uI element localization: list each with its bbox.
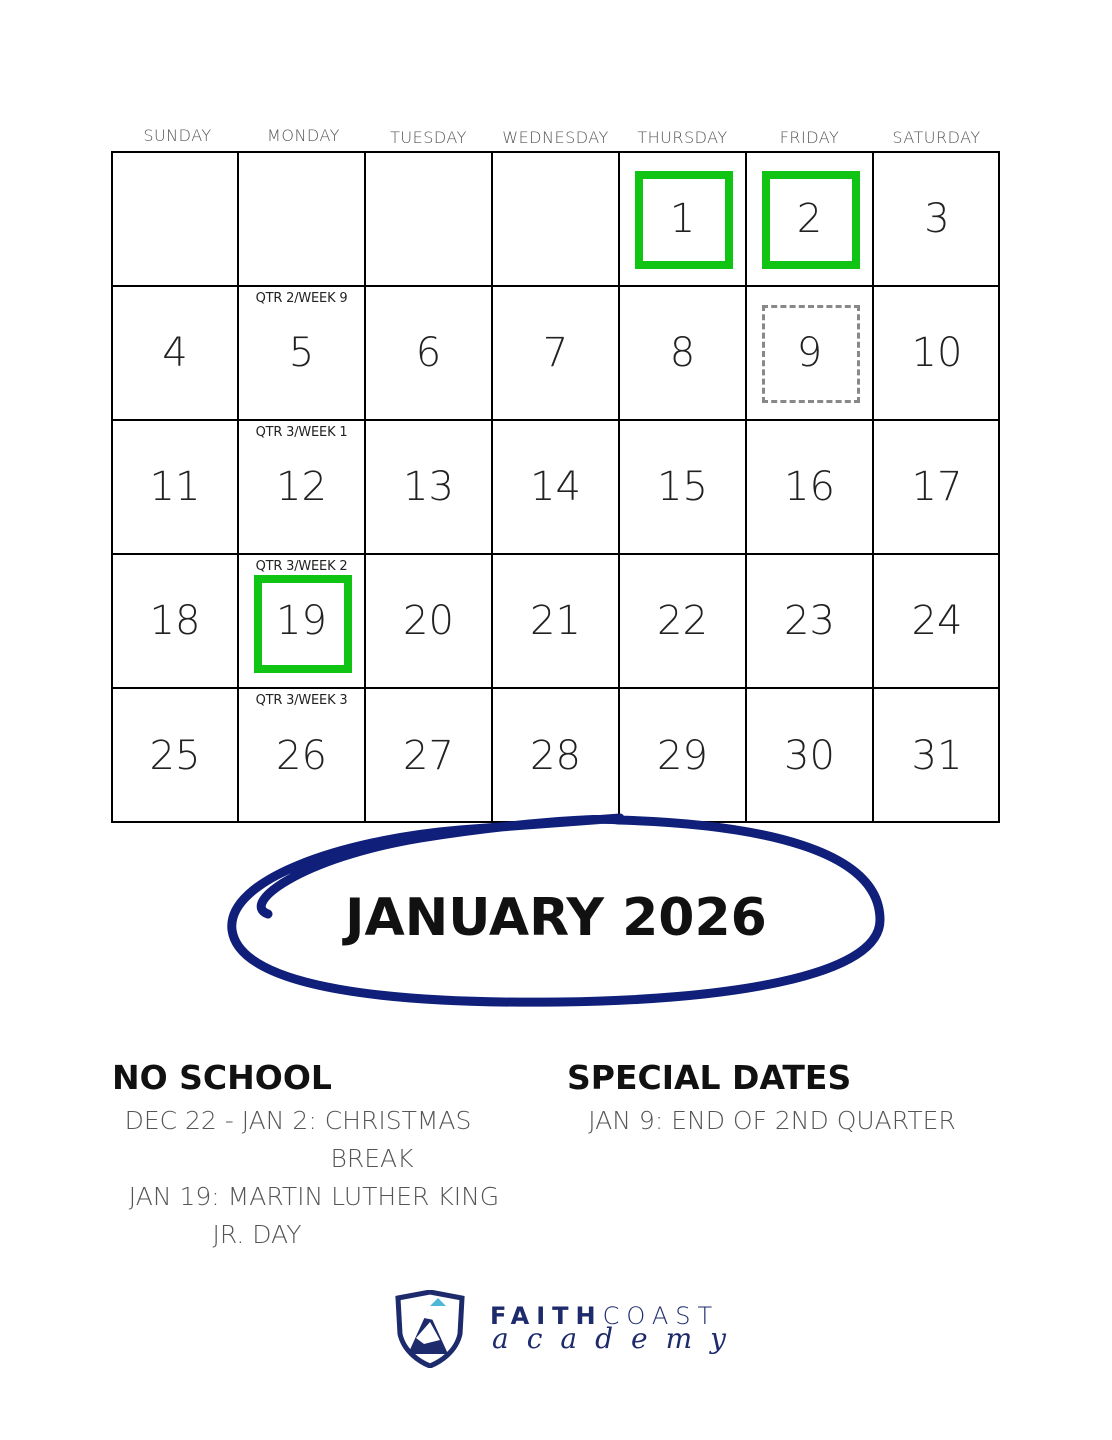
day-number: 23	[784, 598, 835, 644]
day-number: 6	[415, 330, 442, 376]
no-school-line: JR. DAY	[212, 1220, 302, 1249]
no-school-heading: NO SCHOOL	[112, 1058, 332, 1097]
day-number: 24	[911, 598, 963, 644]
weekday-header-monday: MONDAY	[267, 126, 340, 145]
no-school-line: BREAK	[330, 1144, 414, 1173]
day-number: 10	[911, 330, 963, 376]
day-number: 4	[162, 330, 188, 376]
day-number: 9	[796, 330, 823, 376]
month-title: JANUARY 2026	[345, 888, 767, 948]
logo-word-bold: FAITH	[490, 1302, 603, 1330]
day-number: 13	[403, 464, 454, 510]
day-number: 15	[657, 464, 708, 510]
logo-subtitle: academy	[492, 1322, 744, 1355]
week-note: QTR 3/WEEK 3	[255, 693, 348, 708]
day-number: 19	[276, 598, 327, 644]
no-school-line: DEC 22 - JAN 2: CHRISTMAS	[124, 1106, 472, 1135]
special-dates-heading: SPECIAL DATES	[567, 1058, 852, 1097]
day-number: 3	[924, 196, 950, 242]
week-note: QTR 2/WEEK 9	[255, 291, 348, 306]
week-note: QTR 3/WEEK 2	[255, 559, 348, 574]
no-school-line: JAN 19: MARTIN LUTHER KING	[128, 1182, 500, 1211]
day-number: 12	[276, 464, 327, 510]
day-number: 8	[669, 330, 696, 376]
weekday-header-friday: FRIDAY	[779, 128, 840, 147]
day-number: 18	[149, 598, 201, 644]
shield-mountain-icon	[394, 1290, 466, 1368]
weekday-header-wednesday: WEDNESDAY	[502, 128, 609, 147]
day-number: 27	[403, 733, 454, 779]
weekday-header-thursday: THURSDAY	[637, 128, 728, 147]
day-number: 29	[657, 733, 708, 779]
day-number: 1	[669, 196, 696, 242]
special-dates-line: JAN 9: END OF 2ND QUARTER	[588, 1106, 956, 1135]
day-number: 28	[530, 733, 581, 779]
day-number: 5	[288, 330, 315, 376]
day-number: 21	[530, 598, 581, 644]
day-number: 20	[403, 598, 454, 644]
day-number: 26	[276, 733, 327, 779]
day-number: 25	[149, 733, 201, 779]
day-number: 11	[149, 464, 201, 510]
weekday-header-saturday: SATURDAY	[892, 128, 981, 147]
weekday-header-tuesday: TUESDAY	[390, 128, 467, 147]
week-note: QTR 3/WEEK 1	[255, 425, 348, 440]
day-number: 2	[796, 196, 823, 242]
day-number: 30	[784, 733, 835, 779]
day-number: 14	[530, 464, 581, 510]
day-number: 31	[911, 733, 963, 779]
day-number: 16	[784, 464, 835, 510]
weekday-header-sunday: SUNDAY	[143, 126, 212, 145]
day-number: 7	[542, 330, 569, 376]
logo-word-light: COAST	[602, 1302, 720, 1330]
day-number: 17	[911, 464, 963, 510]
day-number: 22	[657, 598, 708, 644]
